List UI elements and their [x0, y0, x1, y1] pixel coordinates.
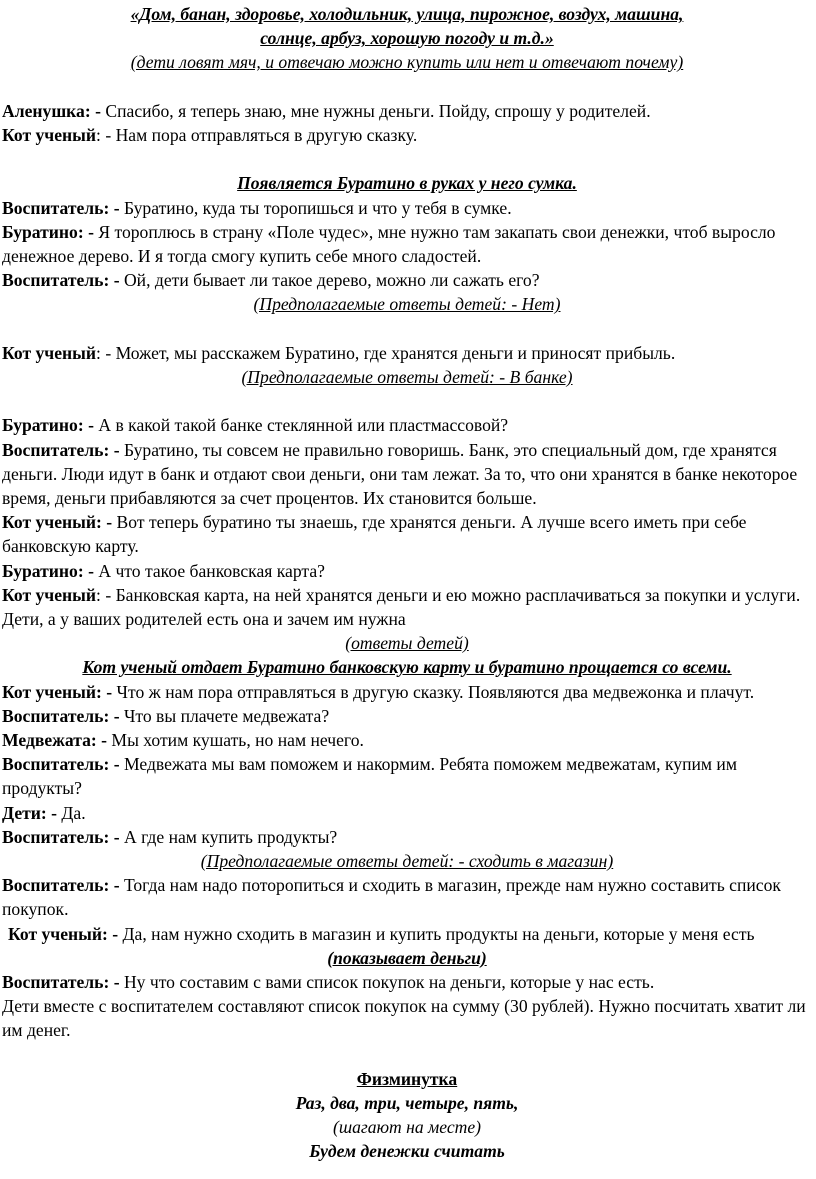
dialogue-line: Медвежата: - Мы хотим кушать, но нам нечего. [2, 730, 364, 751]
dialogue-line: Кот ученый: - Вот теперь буратино ты знаешь, где хранятся деньги. А лучше всего иметь при себе банковскую карту. [2, 512, 747, 557]
section-heading: Кот ученый отдает Буратино банковскую карту и буратино прощается со всеми. [82, 657, 732, 678]
dialogue-line: Воспитатель: - Тогда нам надо поторопиться и сходить в магазин, прежде нам нужно составить список покупок. [2, 875, 781, 920]
dialogue-line: Воспитатель: - Буратино, ты совсем не правильно говоришь. Банк, это специальный дом, где хранятся деньги. Люди идут в банк и отдают свои деньги, они там лежат. За то, что они хранятся в банке некоторое время, деньги прибавляются за счет процентов. Их становится больше. [2, 439, 798, 508]
dialogue-line: Буратино: - А в какой такой банке стеклянной или пластмассовой? [2, 415, 509, 436]
dialogue-line: Кот ученый: - Да, нам нужно сходить в магазин и купить продукты на деньги, которые у меня есть [8, 923, 755, 944]
expected-answer: (Предполагаемые ответы детей: - В банке) [241, 367, 573, 387]
dialogue-line: Воспитатель: - Буратино, куда ты торопишься и что у тебя в сумке. [2, 197, 512, 218]
dialogue-line: Кот ученый: - Нам пора отправляться в другую сказку. [2, 125, 418, 145]
dialogue-line: Воспитатель: - Что вы плачете медвежата? [2, 705, 330, 726]
section-heading: Появляется Буратино в руках у него сумка. [237, 173, 577, 194]
dialogue-line: Воспитатель: - Ну что составим с вами список покупок на деньги, которые у нас есть. [2, 972, 655, 993]
dialogue-line: Аленушка: - Спасибо, я теперь знаю, мне нужны деньги. Пойду, спрошу у родителей. [2, 100, 651, 121]
dialogue-line: Воспитатель: - Ой, дети бывает ли такое дерево, можно ли сажать его? [2, 270, 540, 291]
verse-line: Будем денежки считать [309, 1141, 505, 1162]
heading-list-cont: солнце, арбуз, хорошую погоду и т.д.» [260, 28, 554, 49]
narration-line: Дети вместе с воспитателем составляют список покупок на сумму (30 рублей). Нужно посчитать хватит ли им денег. [2, 996, 806, 1041]
expected-answer: (ответы детей) [345, 633, 469, 654]
dialogue-line: Буратино: - Я тороплюсь в страну «Поле чудес», мне нужно там закапать свои денежки, чтоб выросло денежное дерево. И я тогда смогу купить себе много сладостей. [2, 221, 776, 266]
dialogue-line: Буратино: - А что такое банковская карта? [2, 560, 325, 581]
section-heading: Физминутка [356, 1068, 458, 1089]
dialogue-line: Дети: - Да. [2, 802, 86, 823]
stage-direction: (шагают на месте) [332, 1117, 482, 1138]
dialogue-line: Кот ученый: - Банковская карта, на ней хранятся деньги и ею можно расплачиваться за покупки и услуги. Дети, а у ваших родителей есть она и зачем им нужна [2, 584, 801, 630]
stage-direction: (показывает деньги) [327, 947, 487, 968]
dialogue-line: Воспитатель: - Медвежата мы вам поможем и накормим. Ребята поможем медвежатам, купим им продукты? [2, 754, 737, 799]
stage-direction: (дети ловят мяч, и отвечаю можно купить или нет и отвечают почему) [130, 52, 684, 73]
expected-answer: (Предполагаемые ответы детей: - Нет) [253, 294, 561, 315]
verse-line: Раз, два, три, четыре, пять, [295, 1093, 519, 1114]
dialogue-line: Кот ученый: - Что ж нам пора отправляться в другую сказку. Появляются два медвежонка и плачут. [2, 681, 755, 702]
heading-list: «Дом, банан, здоровье, холодильник, улица, пирожное, воздух, машина, [130, 4, 684, 24]
dialogue-line: Воспитатель: - А где нам купить продукты? [2, 826, 338, 847]
expected-answer: (Предполагаемые ответы детей: - сходить в магазин) [200, 851, 614, 872]
dialogue-line: Кот ученый: - Может, мы расскажем Буратино, где хранятся деньги и приносят прибыль. [2, 342, 676, 363]
